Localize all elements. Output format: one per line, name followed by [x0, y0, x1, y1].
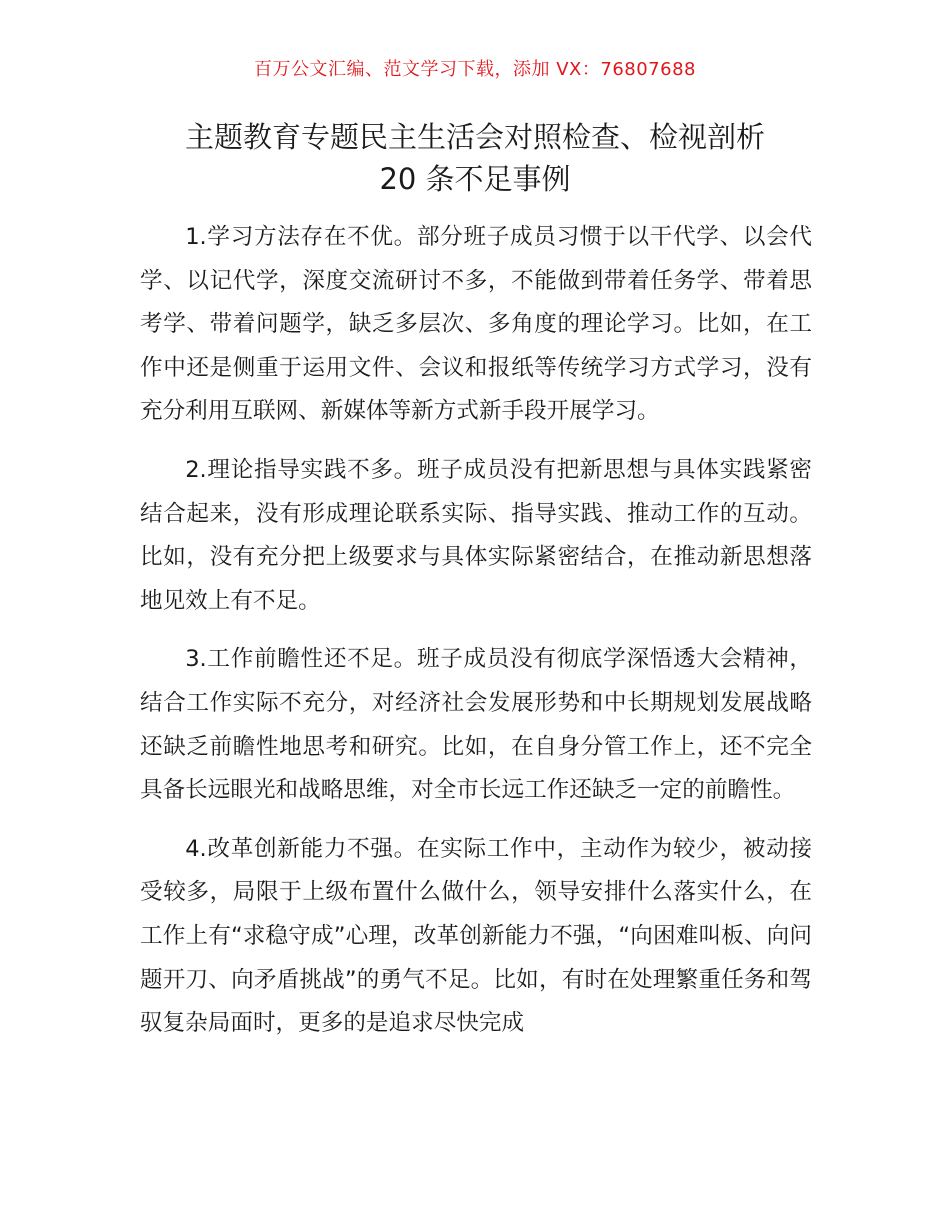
paragraph-4: 4.改革创新能力不强。在实际工作中，主动作为较少，被动接受较多，局限于上级布置什么做什么，领导安排什么落实什么，在工作上有“求稳守成”心理，改革创新能力不强，“向困难叫板、向问题开刀、向矛盾挑战”的勇气不足。比如，有时在处理繁重任务和驾驭复杂局面时，更多的是追求尽快完成: [140, 835, 812, 1037]
paragraph-1: 1.学习方法存在不优。部分班子成员习惯于以干代学、以会代学、以记代学，深度交流研讨不多，不能做到带着任务学、带着思考学、带着问题学，缺乏多层次、多角度的理论学习。比如，在工作中还是侧重于运用文件、会议和报纸等传统学习方式学习，没有充分利用互联网、新媒体等新方式新手段开展学习。: [140, 224, 812, 425]
header-banner: 百万公文汇编、范文学习下载，添加 VX：76807688: [254, 59, 696, 80]
document-title: [110, 116, 840, 200]
document-body: [140, 216, 812, 1061]
paragraph-3: 3.工作前瞻性还不足。班子成员没有彻底学深悟透大会精神，结合工作实际不充分，对经济社会发展形势和中长期规划发展战略还缺乏前瞻性地思考和研究。比如，在自身分管工作上，还不完全具备长远眼光和战略思维，对全市长远工作还缺乏一定的前瞻性。: [140, 646, 812, 804]
paragraph-2: 2.理论指导实践不多。班子成员没有把新思想与具体实践紧密结合起来，没有形成理论联系实际、指导实践、推动工作的互动。比如，没有充分把上级要求与具体实际紧密结合，在推动新思想落地见效上有不足。: [140, 456, 812, 614]
title-line-1: 主题教育专题民主生活会对照检查、检视剖析: [184, 120, 765, 154]
title-line-2: 20 条不足事例: [379, 162, 571, 196]
